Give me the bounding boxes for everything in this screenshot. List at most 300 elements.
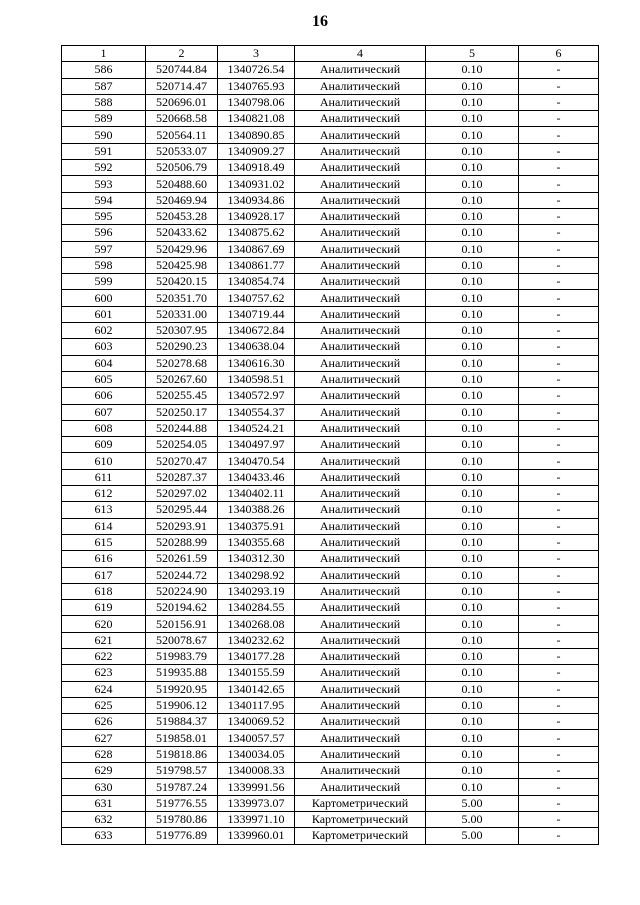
cell-description: - bbox=[519, 665, 599, 681]
cell-description: - bbox=[519, 763, 599, 779]
cell-y: 1339971.10 bbox=[218, 811, 295, 827]
table-row bbox=[62, 714, 599, 730]
cell-accuracy: 0.10 bbox=[426, 665, 519, 681]
cell-method: Аналитический bbox=[295, 176, 426, 192]
header-cell-point-number: 1 bbox=[62, 46, 146, 62]
cell-accuracy: 0.10 bbox=[426, 160, 519, 176]
cell-description: - bbox=[519, 420, 599, 436]
cell-accuracy: 0.10 bbox=[426, 94, 519, 110]
cell-y: 1340524.21 bbox=[218, 420, 295, 436]
table-body bbox=[62, 62, 599, 844]
cell-x: 520469.94 bbox=[146, 192, 218, 208]
cell-accuracy: 0.10 bbox=[426, 453, 519, 469]
cell-y: 1340268.08 bbox=[218, 616, 295, 632]
cell-method: Аналитический bbox=[295, 697, 426, 713]
cell-method: Аналитический bbox=[295, 486, 426, 502]
cell-method: Аналитический bbox=[295, 62, 426, 78]
cell-accuracy: 0.10 bbox=[426, 306, 519, 322]
cell-y: 1340928.17 bbox=[218, 208, 295, 224]
table-row bbox=[62, 127, 599, 143]
cell-method: Аналитический bbox=[295, 453, 426, 469]
cell-x: 520307.95 bbox=[146, 323, 218, 339]
table-row bbox=[62, 257, 599, 273]
cell-accuracy: 0.10 bbox=[426, 388, 519, 404]
table-row bbox=[62, 323, 599, 339]
table-row bbox=[62, 355, 599, 371]
cell-x: 519776.89 bbox=[146, 828, 218, 844]
table-row bbox=[62, 111, 599, 127]
table-row bbox=[62, 437, 599, 453]
table-row bbox=[62, 143, 599, 159]
cell-x: 519858.01 bbox=[146, 730, 218, 746]
table-row bbox=[62, 746, 599, 762]
cell-x: 520287.37 bbox=[146, 469, 218, 485]
cell-x: 520290.23 bbox=[146, 339, 218, 355]
cell-point-number: 615 bbox=[62, 534, 146, 550]
cell-method: Аналитический bbox=[295, 567, 426, 583]
cell-point-number: 600 bbox=[62, 290, 146, 306]
cell-description: - bbox=[519, 469, 599, 485]
cell-point-number: 633 bbox=[62, 828, 146, 844]
cell-y: 1340638.04 bbox=[218, 339, 295, 355]
cell-point-number: 597 bbox=[62, 241, 146, 257]
table-row bbox=[62, 828, 599, 844]
cell-y: 1340355.68 bbox=[218, 534, 295, 550]
cell-point-number: 612 bbox=[62, 486, 146, 502]
cell-description: - bbox=[519, 502, 599, 518]
cell-point-number: 607 bbox=[62, 404, 146, 420]
table-row bbox=[62, 486, 599, 502]
cell-method: Аналитический bbox=[295, 534, 426, 550]
cell-accuracy: 5.00 bbox=[426, 795, 519, 811]
cell-y: 1339973.07 bbox=[218, 795, 295, 811]
cell-point-number: 624 bbox=[62, 681, 146, 697]
cell-x: 520744.84 bbox=[146, 62, 218, 78]
cell-x: 520506.79 bbox=[146, 160, 218, 176]
cell-method: Аналитический bbox=[295, 420, 426, 436]
cell-method: Аналитический bbox=[295, 583, 426, 599]
cell-point-number: 627 bbox=[62, 730, 146, 746]
cell-x: 520696.01 bbox=[146, 94, 218, 110]
table-row bbox=[62, 600, 599, 616]
cell-x: 520331.00 bbox=[146, 306, 218, 322]
cell-description: - bbox=[519, 534, 599, 550]
cell-x: 520270.47 bbox=[146, 453, 218, 469]
cell-y: 1339991.56 bbox=[218, 779, 295, 795]
cell-accuracy: 0.10 bbox=[426, 486, 519, 502]
cell-y: 1340757.62 bbox=[218, 290, 295, 306]
cell-accuracy: 0.10 bbox=[426, 225, 519, 241]
cell-description: - bbox=[519, 371, 599, 387]
cell-description: - bbox=[519, 208, 599, 224]
cell-method: Аналитический bbox=[295, 143, 426, 159]
table-row bbox=[62, 567, 599, 583]
cell-description: - bbox=[519, 274, 599, 290]
cell-point-number: 588 bbox=[62, 94, 146, 110]
cell-x: 520267.60 bbox=[146, 371, 218, 387]
table-row bbox=[62, 795, 599, 811]
cell-y: 1340798.06 bbox=[218, 94, 295, 110]
cell-x: 519983.79 bbox=[146, 648, 218, 664]
cell-x: 519935.88 bbox=[146, 665, 218, 681]
header-cell-description: 6 bbox=[519, 46, 599, 62]
cell-point-number: 593 bbox=[62, 176, 146, 192]
cell-description: - bbox=[519, 355, 599, 371]
cell-accuracy: 0.10 bbox=[426, 257, 519, 273]
cell-point-number: 601 bbox=[62, 306, 146, 322]
cell-point-number: 630 bbox=[62, 779, 146, 795]
cell-y: 1340854.74 bbox=[218, 274, 295, 290]
cell-accuracy: 0.10 bbox=[426, 763, 519, 779]
cell-x: 519798.57 bbox=[146, 763, 218, 779]
cell-x: 520244.72 bbox=[146, 567, 218, 583]
cell-description: - bbox=[519, 388, 599, 404]
cell-description: - bbox=[519, 600, 599, 616]
cell-x: 520429.96 bbox=[146, 241, 218, 257]
table-row bbox=[62, 453, 599, 469]
cell-accuracy: 0.10 bbox=[426, 567, 519, 583]
cell-accuracy: 0.10 bbox=[426, 681, 519, 697]
cell-point-number: 621 bbox=[62, 632, 146, 648]
cell-y: 1340142.65 bbox=[218, 681, 295, 697]
cell-y: 1340867.69 bbox=[218, 241, 295, 257]
cell-accuracy: 5.00 bbox=[426, 811, 519, 827]
cell-method: Аналитический bbox=[295, 665, 426, 681]
table-row bbox=[62, 420, 599, 436]
cell-method: Аналитический bbox=[295, 632, 426, 648]
cell-method: Картометрический bbox=[295, 828, 426, 844]
cell-point-number: 609 bbox=[62, 437, 146, 453]
cell-accuracy: 0.10 bbox=[426, 78, 519, 94]
cell-y: 1340934.86 bbox=[218, 192, 295, 208]
table-row bbox=[62, 534, 599, 550]
cell-y: 1339960.01 bbox=[218, 828, 295, 844]
cell-description: - bbox=[519, 127, 599, 143]
cell-point-number: 602 bbox=[62, 323, 146, 339]
table-row bbox=[62, 681, 599, 697]
cell-x: 520297.02 bbox=[146, 486, 218, 502]
cell-description: - bbox=[519, 616, 599, 632]
cell-method: Аналитический bbox=[295, 192, 426, 208]
cell-y: 1340008.33 bbox=[218, 763, 295, 779]
cell-method: Аналитический bbox=[295, 730, 426, 746]
cell-y: 1340155.59 bbox=[218, 665, 295, 681]
cell-accuracy: 0.10 bbox=[426, 779, 519, 795]
cell-accuracy: 0.10 bbox=[426, 648, 519, 664]
cell-point-number: 613 bbox=[62, 502, 146, 518]
table-row bbox=[62, 62, 599, 78]
cell-method: Аналитический bbox=[295, 779, 426, 795]
cell-accuracy: 0.10 bbox=[426, 437, 519, 453]
table-row bbox=[62, 730, 599, 746]
cell-x: 520351.70 bbox=[146, 290, 218, 306]
table-row bbox=[62, 583, 599, 599]
cell-x: 519818.86 bbox=[146, 746, 218, 762]
cell-method: Аналитический bbox=[295, 78, 426, 94]
cell-x: 520533.07 bbox=[146, 143, 218, 159]
cell-x: 520255.45 bbox=[146, 388, 218, 404]
cell-x: 520295.44 bbox=[146, 502, 218, 518]
header-cell-y: 3 bbox=[218, 46, 295, 62]
cell-accuracy: 0.10 bbox=[426, 583, 519, 599]
header-cell-accuracy: 5 bbox=[426, 46, 519, 62]
cell-x: 519906.12 bbox=[146, 697, 218, 713]
table-row bbox=[62, 404, 599, 420]
cell-method: Картометрический bbox=[295, 795, 426, 811]
cell-point-number: 592 bbox=[62, 160, 146, 176]
cell-point-number: 590 bbox=[62, 127, 146, 143]
cell-description: - bbox=[519, 811, 599, 827]
cell-method: Аналитический bbox=[295, 127, 426, 143]
cell-point-number: 619 bbox=[62, 600, 146, 616]
cell-point-number: 591 bbox=[62, 143, 146, 159]
cell-description: - bbox=[519, 241, 599, 257]
cell-y: 1340232.62 bbox=[218, 632, 295, 648]
cell-point-number: 632 bbox=[62, 811, 146, 827]
cell-point-number: 623 bbox=[62, 665, 146, 681]
cell-x: 520156.91 bbox=[146, 616, 218, 632]
cell-description: - bbox=[519, 453, 599, 469]
header-cell-method: 4 bbox=[295, 46, 426, 62]
cell-x: 520278.68 bbox=[146, 355, 218, 371]
cell-method: Аналитический bbox=[295, 600, 426, 616]
cell-y: 1340719.44 bbox=[218, 306, 295, 322]
cell-x: 519780.86 bbox=[146, 811, 218, 827]
cell-accuracy: 0.10 bbox=[426, 323, 519, 339]
cell-y: 1340931.02 bbox=[218, 176, 295, 192]
cell-x: 520714.47 bbox=[146, 78, 218, 94]
cell-y: 1340890.85 bbox=[218, 127, 295, 143]
cell-point-number: 599 bbox=[62, 274, 146, 290]
cell-x: 519776.55 bbox=[146, 795, 218, 811]
cell-y: 1340726.54 bbox=[218, 62, 295, 78]
cell-accuracy: 0.10 bbox=[426, 404, 519, 420]
table-row bbox=[62, 306, 599, 322]
cell-method: Аналитический bbox=[295, 306, 426, 322]
cell-description: - bbox=[519, 551, 599, 567]
cell-description: - bbox=[519, 306, 599, 322]
cell-method: Аналитический bbox=[295, 763, 426, 779]
cell-description: - bbox=[519, 795, 599, 811]
table-row bbox=[62, 241, 599, 257]
table-row bbox=[62, 78, 599, 94]
cell-method: Аналитический bbox=[295, 323, 426, 339]
cell-accuracy: 0.10 bbox=[426, 534, 519, 550]
cell-accuracy: 0.10 bbox=[426, 632, 519, 648]
table-row bbox=[62, 160, 599, 176]
cell-accuracy: 0.10 bbox=[426, 208, 519, 224]
cell-accuracy: 0.10 bbox=[426, 127, 519, 143]
table-row bbox=[62, 371, 599, 387]
cell-point-number: 617 bbox=[62, 567, 146, 583]
cell-method: Аналитический bbox=[295, 437, 426, 453]
cell-description: - bbox=[519, 160, 599, 176]
table-row bbox=[62, 697, 599, 713]
cell-method: Аналитический bbox=[295, 518, 426, 534]
cell-y: 1340765.93 bbox=[218, 78, 295, 94]
cell-point-number: 598 bbox=[62, 257, 146, 273]
cell-y: 1340284.55 bbox=[218, 600, 295, 616]
cell-y: 1340388.26 bbox=[218, 502, 295, 518]
page-number: 16 bbox=[312, 13, 328, 30]
cell-point-number: 608 bbox=[62, 420, 146, 436]
cell-point-number: 589 bbox=[62, 111, 146, 127]
cell-y: 1340293.19 bbox=[218, 583, 295, 599]
table-row bbox=[62, 502, 599, 518]
cell-description: - bbox=[519, 828, 599, 844]
cell-description: - bbox=[519, 339, 599, 355]
cell-accuracy: 0.10 bbox=[426, 746, 519, 762]
cell-accuracy: 0.10 bbox=[426, 420, 519, 436]
cell-description: - bbox=[519, 486, 599, 502]
table-row bbox=[62, 192, 599, 208]
cell-accuracy: 0.10 bbox=[426, 290, 519, 306]
table-row bbox=[62, 779, 599, 795]
cell-description: - bbox=[519, 730, 599, 746]
cell-accuracy: 0.10 bbox=[426, 551, 519, 567]
cell-x: 520433.62 bbox=[146, 225, 218, 241]
cell-method: Аналитический bbox=[295, 355, 426, 371]
cell-description: - bbox=[519, 632, 599, 648]
cell-accuracy: 0.10 bbox=[426, 730, 519, 746]
table-row bbox=[62, 551, 599, 567]
cell-accuracy: 0.10 bbox=[426, 111, 519, 127]
cell-method: Картометрический bbox=[295, 811, 426, 827]
cell-method: Аналитический bbox=[295, 371, 426, 387]
table-row bbox=[62, 94, 599, 110]
cell-point-number: 625 bbox=[62, 697, 146, 713]
cell-point-number: 610 bbox=[62, 453, 146, 469]
table-row bbox=[62, 811, 599, 827]
cell-description: - bbox=[519, 62, 599, 78]
cell-x: 519787.24 bbox=[146, 779, 218, 795]
cell-point-number: 611 bbox=[62, 469, 146, 485]
cell-method: Аналитический bbox=[295, 225, 426, 241]
cell-point-number: 606 bbox=[62, 388, 146, 404]
cell-x: 520293.91 bbox=[146, 518, 218, 534]
cell-point-number: 620 bbox=[62, 616, 146, 632]
cell-method: Аналитический bbox=[295, 616, 426, 632]
cell-method: Аналитический bbox=[295, 404, 426, 420]
cell-description: - bbox=[519, 257, 599, 273]
cell-x: 520250.17 bbox=[146, 404, 218, 420]
cell-x: 520420.15 bbox=[146, 274, 218, 290]
cell-y: 1340470.54 bbox=[218, 453, 295, 469]
cell-method: Аналитический bbox=[295, 502, 426, 518]
table-row bbox=[62, 274, 599, 290]
header-cell-x: 2 bbox=[146, 46, 218, 62]
cell-description: - bbox=[519, 78, 599, 94]
table-row bbox=[62, 339, 599, 355]
cell-accuracy: 0.10 bbox=[426, 339, 519, 355]
cell-method: Аналитический bbox=[295, 681, 426, 697]
cell-accuracy: 0.10 bbox=[426, 616, 519, 632]
cell-description: - bbox=[519, 746, 599, 762]
cell-description: - bbox=[519, 518, 599, 534]
cell-y: 1340057.57 bbox=[218, 730, 295, 746]
cell-y: 1340034.05 bbox=[218, 746, 295, 762]
table-row bbox=[62, 632, 599, 648]
cell-method: Аналитический bbox=[295, 208, 426, 224]
table-row bbox=[62, 763, 599, 779]
cell-y: 1340298.92 bbox=[218, 567, 295, 583]
cell-description: - bbox=[519, 583, 599, 599]
cell-method: Аналитический bbox=[295, 290, 426, 306]
table-header bbox=[62, 46, 599, 62]
cell-accuracy: 0.10 bbox=[426, 371, 519, 387]
cell-accuracy: 5.00 bbox=[426, 828, 519, 844]
cell-description: - bbox=[519, 192, 599, 208]
cell-y: 1340402.11 bbox=[218, 486, 295, 502]
cell-x: 520564.11 bbox=[146, 127, 218, 143]
cell-x: 519920.95 bbox=[146, 681, 218, 697]
cell-accuracy: 0.10 bbox=[426, 469, 519, 485]
cell-y: 1340177.28 bbox=[218, 648, 295, 664]
cell-y: 1340117.95 bbox=[218, 697, 295, 713]
cell-method: Аналитический bbox=[295, 388, 426, 404]
cell-method: Аналитический bbox=[295, 94, 426, 110]
cell-x: 520254.05 bbox=[146, 437, 218, 453]
cell-x: 520425.98 bbox=[146, 257, 218, 273]
cell-description: - bbox=[519, 567, 599, 583]
cell-y: 1340069.52 bbox=[218, 714, 295, 730]
cell-accuracy: 0.10 bbox=[426, 697, 519, 713]
cell-method: Аналитический bbox=[295, 257, 426, 273]
cell-method: Аналитический bbox=[295, 241, 426, 257]
cell-accuracy: 0.10 bbox=[426, 714, 519, 730]
header-row bbox=[62, 46, 599, 62]
cell-method: Аналитический bbox=[295, 714, 426, 730]
cell-y: 1340375.91 bbox=[218, 518, 295, 534]
cell-point-number: 629 bbox=[62, 763, 146, 779]
table-row bbox=[62, 518, 599, 534]
cell-description: - bbox=[519, 697, 599, 713]
cell-method: Аналитический bbox=[295, 274, 426, 290]
cell-accuracy: 0.10 bbox=[426, 176, 519, 192]
cell-point-number: 603 bbox=[62, 339, 146, 355]
cell-method: Аналитический bbox=[295, 469, 426, 485]
table-row bbox=[62, 208, 599, 224]
table-row bbox=[62, 388, 599, 404]
cell-method: Аналитический bbox=[295, 648, 426, 664]
cell-x: 520453.28 bbox=[146, 208, 218, 224]
cell-description: - bbox=[519, 404, 599, 420]
cell-x: 520078.67 bbox=[146, 632, 218, 648]
table-row bbox=[62, 176, 599, 192]
cell-y: 1340497.97 bbox=[218, 437, 295, 453]
cell-point-number: 605 bbox=[62, 371, 146, 387]
cell-y: 1340875.62 bbox=[218, 225, 295, 241]
cell-description: - bbox=[519, 94, 599, 110]
table-row bbox=[62, 469, 599, 485]
cell-description: - bbox=[519, 290, 599, 306]
cell-description: - bbox=[519, 225, 599, 241]
cell-point-number: 622 bbox=[62, 648, 146, 664]
cell-description: - bbox=[519, 714, 599, 730]
cell-description: - bbox=[519, 437, 599, 453]
cell-description: - bbox=[519, 648, 599, 664]
cell-y: 1340598.51 bbox=[218, 371, 295, 387]
cell-y: 1340672.84 bbox=[218, 323, 295, 339]
cell-x: 520261.59 bbox=[146, 551, 218, 567]
cell-accuracy: 0.10 bbox=[426, 600, 519, 616]
cell-y: 1340909.27 bbox=[218, 143, 295, 159]
cell-x: 520488.60 bbox=[146, 176, 218, 192]
cell-description: - bbox=[519, 143, 599, 159]
cell-description: - bbox=[519, 176, 599, 192]
cell-x: 520224.90 bbox=[146, 583, 218, 599]
cell-y: 1340861.77 bbox=[218, 257, 295, 273]
